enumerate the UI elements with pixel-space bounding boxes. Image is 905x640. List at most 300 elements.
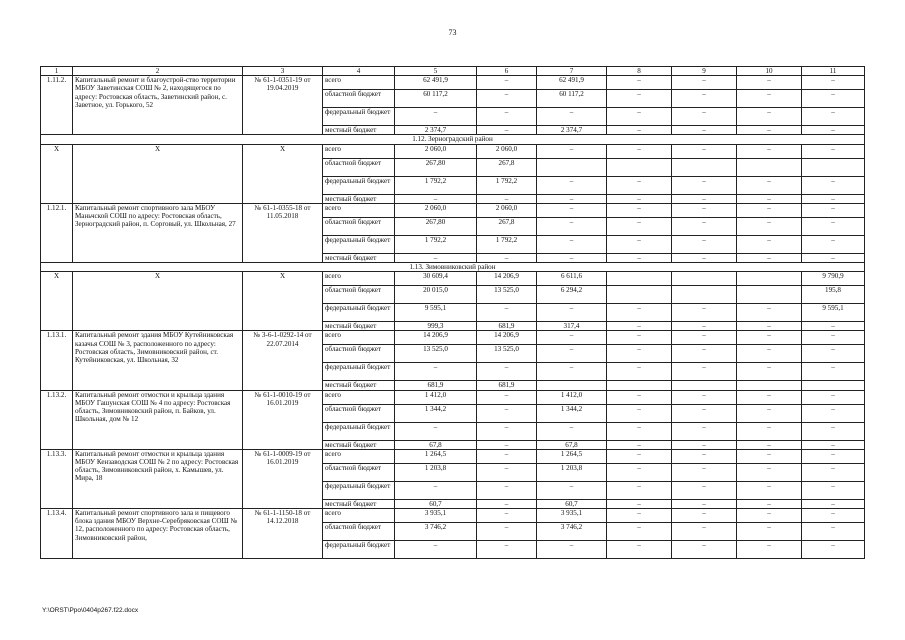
value-cell [537, 158, 607, 176]
value-cell: – [395, 481, 477, 499]
value-cell: – [607, 126, 672, 135]
value-cell: – [802, 390, 865, 404]
value-cell: 13 525,0 [477, 286, 537, 304]
budget-source: местный бюджет [323, 126, 395, 135]
budget-source: всего [323, 144, 395, 158]
value-cell: 1 344,2 [395, 404, 477, 422]
value-cell: – [672, 404, 737, 422]
value-cell: 60,7 [537, 499, 607, 508]
value-cell: – [737, 90, 802, 108]
document-number: № 61-1-0355-18 от 11.05.2018 [243, 203, 323, 262]
value-cell: – [607, 217, 672, 235]
value-cell: 1 203,8 [537, 463, 607, 481]
budget-source: областной бюджет [323, 90, 395, 108]
value-cell [737, 158, 802, 176]
budget-source: федеральный бюджет [323, 235, 395, 253]
value-cell: 1 412,0 [395, 390, 477, 404]
value-cell: – [477, 194, 537, 203]
budget-source: всего [323, 331, 395, 345]
value-cell: – [672, 422, 737, 440]
value-cell: – [737, 144, 802, 158]
value-cell: – [477, 253, 537, 262]
value-cell: – [672, 440, 737, 449]
value-cell: – [607, 523, 672, 541]
value-cell: 681,9 [395, 381, 477, 390]
section-row [41, 263, 865, 272]
value-cell: – [537, 144, 607, 158]
value-cell: – [737, 463, 802, 481]
section-row [41, 135, 865, 144]
value-cell: – [802, 509, 865, 523]
value-cell: 13 525,0 [477, 345, 537, 363]
value-cell: – [672, 481, 737, 499]
budget-source: всего [323, 203, 395, 217]
value-cell [672, 286, 737, 304]
value-cell: – [395, 253, 477, 262]
value-cell: – [802, 440, 865, 449]
value-cell: – [537, 304, 607, 322]
value-cell: – [802, 76, 865, 90]
value-cell: – [607, 235, 672, 253]
value-cell: – [607, 449, 672, 463]
value-cell: 2 374,7 [537, 126, 607, 135]
value-cell: – [537, 253, 607, 262]
budget-source: федеральный бюджет [323, 363, 395, 381]
value-cell: – [607, 194, 672, 203]
budget-source: местный бюджет [323, 253, 395, 262]
value-cell: 30 609,4 [395, 272, 477, 286]
value-cell: – [607, 322, 672, 331]
value-cell: – [477, 440, 537, 449]
value-cell [607, 381, 672, 390]
budget-source: областной бюджет [323, 463, 395, 481]
value-cell: – [672, 322, 737, 331]
budget-source: местный бюджет [323, 440, 395, 449]
value-cell: – [607, 363, 672, 381]
value-cell: – [537, 481, 607, 499]
value-cell: 2 060,0 [477, 144, 537, 158]
value-cell [672, 381, 737, 390]
budget-source: всего [323, 272, 395, 286]
value-cell: – [607, 440, 672, 449]
header-row [41, 67, 865, 76]
value-cell: – [672, 126, 737, 135]
value-cell [737, 381, 802, 390]
page-number: 73 [448, 28, 457, 37]
value-cell: – [802, 235, 865, 253]
item-number: 1.11.2. [41, 76, 73, 135]
value-cell: – [607, 203, 672, 217]
budget-source: федеральный бюджет [323, 541, 395, 559]
column-header: 2 [73, 67, 243, 76]
value-cell: – [477, 363, 537, 381]
value-cell: – [607, 90, 672, 108]
value-cell: – [802, 523, 865, 541]
value-cell: – [672, 541, 737, 559]
column-header: 1 [41, 67, 73, 76]
value-cell: – [477, 463, 537, 481]
value-cell: 14 206,9 [477, 272, 537, 286]
value-cell: 267,8 [477, 158, 537, 176]
item-description: Капитальный ремонт здания МБОУ Кутейниковская казачья СОШ № 3, расположенного по адресу: Ростовская область, Зимовниковский район, ст. Кутейниковская, ул. Школьная, 32 [73, 331, 243, 390]
value-cell: – [477, 499, 537, 508]
value-cell: 1 792,2 [395, 235, 477, 253]
budget-source: областной бюджет [323, 217, 395, 235]
column-header: 9 [672, 67, 737, 76]
value-cell: – [737, 481, 802, 499]
column-header: 11 [802, 67, 865, 76]
value-cell: – [477, 126, 537, 135]
value-cell: 6 611,6 [537, 272, 607, 286]
value-cell: – [607, 390, 672, 404]
value-cell: – [477, 422, 537, 440]
value-cell: 3 746,2 [537, 523, 607, 541]
value-cell: – [607, 541, 672, 559]
value-cell: – [607, 144, 672, 158]
value-cell: – [672, 449, 737, 463]
value-cell: 1 344,2 [537, 404, 607, 422]
value-cell: – [737, 203, 802, 217]
value-cell: – [537, 203, 607, 217]
table-row [41, 272, 865, 286]
column-header: 5 [395, 67, 477, 76]
document-number: № 61-1-0009-19 от 16.01.2019 [243, 449, 323, 508]
budget-source: областной бюджет [323, 404, 395, 422]
table-row [41, 144, 865, 158]
value-cell: 3 746,2 [395, 523, 477, 541]
value-cell: – [802, 404, 865, 422]
item-number: 1.13.3. [41, 449, 73, 508]
value-cell: – [672, 90, 737, 108]
value-cell: 1 792,2 [395, 176, 477, 194]
column-header: 4 [323, 67, 395, 76]
value-cell: – [395, 108, 477, 126]
value-cell: – [672, 194, 737, 203]
value-cell: – [477, 304, 537, 322]
value-cell: 681,9 [477, 381, 537, 390]
value-cell [737, 272, 802, 286]
value-cell: 1 412,0 [537, 390, 607, 404]
value-cell: – [802, 541, 865, 559]
value-cell: 999,3 [395, 322, 477, 331]
value-cell: – [737, 422, 802, 440]
value-cell: – [737, 449, 802, 463]
value-cell: 60 117,2 [537, 90, 607, 108]
value-cell [607, 158, 672, 176]
document-number: № 3-6-1-0292-14 от 22.07.2014 [243, 331, 323, 390]
value-cell: 62 491,9 [395, 76, 477, 90]
value-cell: – [737, 404, 802, 422]
value-cell: 14 206,9 [477, 331, 537, 345]
value-cell: – [737, 390, 802, 404]
value-cell: – [607, 509, 672, 523]
budget-source: всего [323, 390, 395, 404]
budget-source: федеральный бюджет [323, 108, 395, 126]
item-description: Капитальный ремонт отмостки и крыльца здания МБОУ Гашунская СОШ № 4 по адресу: Ростовская область, Зимовниковский район, п. Байков, ул. Школьная, дом № 12 [73, 390, 243, 449]
value-cell: – [607, 331, 672, 345]
value-cell: – [802, 217, 865, 235]
value-cell: – [802, 331, 865, 345]
value-cell: 195,8 [802, 286, 865, 304]
value-cell: 2 060,0 [395, 203, 477, 217]
budget-source: федеральный бюджет [323, 481, 395, 499]
value-cell: 9 790,9 [802, 272, 865, 286]
value-cell: – [672, 203, 737, 217]
value-cell: – [607, 345, 672, 363]
value-cell: – [395, 541, 477, 559]
value-cell: 20 015,0 [395, 286, 477, 304]
value-cell: – [537, 363, 607, 381]
value-cell: – [607, 76, 672, 90]
value-cell: – [672, 304, 737, 322]
budget-source: федеральный бюджет [323, 304, 395, 322]
budget-source: местный бюджет [323, 322, 395, 331]
value-cell [737, 286, 802, 304]
value-cell: – [607, 463, 672, 481]
value-cell: 2 374,7 [395, 126, 477, 135]
value-cell: – [607, 499, 672, 508]
budget-source: местный бюджет [323, 499, 395, 508]
value-cell: – [477, 108, 537, 126]
value-cell: 3 935,1 [537, 509, 607, 523]
value-cell: – [537, 422, 607, 440]
column-header: 7 [537, 67, 607, 76]
value-cell: – [802, 322, 865, 331]
document-number: Х [243, 272, 323, 331]
table-row [41, 509, 865, 523]
value-cell [537, 381, 607, 390]
value-cell: – [477, 390, 537, 404]
column-header: 8 [607, 67, 672, 76]
value-cell: – [395, 422, 477, 440]
budget-source: федеральный бюджет [323, 422, 395, 440]
budget-source: областной бюджет [323, 523, 395, 541]
budget-source: областной бюджет [323, 345, 395, 363]
document-number: № 61-1-1150-18 от 14.12.2018 [243, 509, 323, 559]
item-number: 1.13.1. [41, 331, 73, 390]
value-cell: – [802, 499, 865, 508]
table-row [41, 449, 865, 463]
value-cell: – [477, 541, 537, 559]
table-body [41, 67, 865, 559]
value-cell: – [672, 390, 737, 404]
value-cell: – [607, 176, 672, 194]
value-cell: – [737, 523, 802, 541]
value-cell: – [672, 509, 737, 523]
table-row [41, 76, 865, 90]
value-cell: – [802, 253, 865, 262]
value-cell: – [737, 322, 802, 331]
value-cell: – [737, 76, 802, 90]
value-cell: 267,80 [395, 217, 477, 235]
value-cell: – [477, 481, 537, 499]
value-cell: – [737, 440, 802, 449]
value-cell: – [607, 481, 672, 499]
value-cell: 67,8 [395, 440, 477, 449]
budget-source: всего [323, 509, 395, 523]
value-cell [802, 158, 865, 176]
item-number: 1.12.1. [41, 203, 73, 262]
value-cell: – [737, 331, 802, 345]
value-cell: – [737, 304, 802, 322]
value-cell: – [395, 194, 477, 203]
item-description: Капитальный ремонт спортивного зала и пищевого блока здания МБОУ Верхне-Серебряковская СОШ № 12, расположенного по адресу: Ростовская область, Зимовниковский район, [73, 509, 243, 559]
value-cell: – [537, 345, 607, 363]
section-title: 1.13. Зимовниковский район [41, 263, 865, 272]
value-cell [802, 381, 865, 390]
value-cell: – [802, 463, 865, 481]
value-cell: – [395, 363, 477, 381]
value-cell [672, 158, 737, 176]
value-cell: 267,8 [477, 217, 537, 235]
value-cell: – [737, 363, 802, 381]
value-cell: 267,80 [395, 158, 477, 176]
value-cell: 2 060,0 [395, 144, 477, 158]
value-cell: 9 595,1 [802, 304, 865, 322]
value-cell: – [672, 217, 737, 235]
value-cell: – [737, 217, 802, 235]
table-row [41, 390, 865, 404]
value-cell: – [672, 108, 737, 126]
value-cell: – [672, 235, 737, 253]
value-cell: – [537, 331, 607, 345]
item-number: 1.13.2. [41, 390, 73, 449]
value-cell: – [672, 523, 737, 541]
value-cell: – [607, 422, 672, 440]
value-cell: 317,4 [537, 322, 607, 331]
file-path-footer: Y:\ORST\Ppo\0404p267.f22.docx [42, 607, 139, 614]
value-cell: – [737, 176, 802, 194]
item-number: Х [41, 144, 73, 203]
value-cell [607, 272, 672, 286]
value-cell: 9 595,1 [395, 304, 477, 322]
value-cell: – [672, 253, 737, 262]
value-cell: – [537, 541, 607, 559]
value-cell: 60 117,2 [395, 90, 477, 108]
value-cell: – [607, 108, 672, 126]
value-cell: 1 792,2 [477, 235, 537, 253]
value-cell: – [802, 194, 865, 203]
value-cell: – [537, 217, 607, 235]
value-cell: – [672, 331, 737, 345]
value-cell: – [737, 253, 802, 262]
value-cell: – [537, 235, 607, 253]
value-cell: 1 792,2 [477, 176, 537, 194]
budget-source: местный бюджет [323, 381, 395, 390]
value-cell: – [802, 108, 865, 126]
value-cell: – [802, 345, 865, 363]
value-cell: – [737, 108, 802, 126]
document-number: № 61-1-0010-19 от 16.01.2019 [243, 390, 323, 449]
budget-source: всего [323, 76, 395, 90]
budget-source: местный бюджет [323, 194, 395, 203]
value-cell: – [477, 509, 537, 523]
value-cell: – [607, 404, 672, 422]
budget-table [40, 66, 865, 559]
value-cell: – [802, 203, 865, 217]
value-cell: – [737, 194, 802, 203]
document-number: Х [243, 144, 323, 203]
value-cell: 14 206,9 [395, 331, 477, 345]
value-cell: – [737, 345, 802, 363]
value-cell: 1 264,5 [395, 449, 477, 463]
value-cell: – [802, 363, 865, 381]
value-cell: – [802, 144, 865, 158]
value-cell: 681,9 [477, 322, 537, 331]
value-cell: – [537, 194, 607, 203]
column-header: 6 [477, 67, 537, 76]
column-header: 3 [243, 67, 323, 76]
item-description: Капитальный ремонт и благоустрой-ство территории МБОУ Заветинская СОШ № 2, находящегося по адресу: Ростовская область, Заветинский район, с. Заветное, ул. Горького, 52 [73, 76, 243, 135]
value-cell: – [737, 509, 802, 523]
value-cell: 6 294,2 [537, 286, 607, 304]
value-cell: 62 491,9 [537, 76, 607, 90]
value-cell [672, 272, 737, 286]
value-cell: – [607, 304, 672, 322]
value-cell: – [477, 90, 537, 108]
value-cell: 13 525,0 [395, 345, 477, 363]
item-description: Капитальный ремонт отмостки и крыльца здания МБОУ Кензаводская СОШ № 2 по адресу: Ростовская область, Зимовниковский район, х. Камышев, ул. Мира, 18 [73, 449, 243, 508]
value-cell: 67,8 [537, 440, 607, 449]
value-cell: – [737, 235, 802, 253]
value-cell: – [672, 176, 737, 194]
item-description: Х [73, 272, 243, 331]
value-cell [607, 286, 672, 304]
item-number: 1.13.4. [41, 509, 73, 559]
value-cell: – [672, 76, 737, 90]
value-cell: – [737, 126, 802, 135]
value-cell: – [802, 449, 865, 463]
document-number: № 61-1-0351-19 от 19.04.2019 [243, 76, 323, 135]
value-cell: – [477, 449, 537, 463]
value-cell: – [672, 463, 737, 481]
value-cell: – [477, 404, 537, 422]
value-cell: 1 203,8 [395, 463, 477, 481]
value-cell: – [672, 499, 737, 508]
value-cell: – [737, 541, 802, 559]
value-cell: – [537, 176, 607, 194]
value-cell: 2 060,0 [477, 203, 537, 217]
value-cell: – [477, 523, 537, 541]
value-cell: – [607, 253, 672, 262]
value-cell: – [802, 481, 865, 499]
value-cell: 60,7 [395, 499, 477, 508]
section-title: 1.12. Зерноградский район [41, 135, 865, 144]
item-description: Капитальный ремонт спортивного зала МБОУ Маньчской СОШ по адресу: Ростовская область, Зерноградский район, п. Сорговый, ул. Школьная, 27 [73, 203, 243, 262]
table-row [41, 331, 865, 345]
value-cell: 3 935,1 [395, 509, 477, 523]
column-header: 10 [737, 67, 802, 76]
value-cell: – [737, 499, 802, 508]
item-description: Х [73, 144, 243, 203]
value-cell: – [672, 345, 737, 363]
table-row [41, 203, 865, 217]
value-cell: 1 264,5 [537, 449, 607, 463]
budget-source: федеральный бюджет [323, 176, 395, 194]
value-cell: – [802, 176, 865, 194]
value-cell: – [802, 90, 865, 108]
value-cell: – [802, 126, 865, 135]
value-cell: – [537, 108, 607, 126]
value-cell: – [802, 422, 865, 440]
item-number: Х [41, 272, 73, 331]
budget-source: областной бюджет [323, 158, 395, 176]
value-cell: – [672, 363, 737, 381]
value-cell: – [477, 76, 537, 90]
budget-source: областной бюджет [323, 286, 395, 304]
value-cell: – [672, 144, 737, 158]
budget-source: всего [323, 449, 395, 463]
